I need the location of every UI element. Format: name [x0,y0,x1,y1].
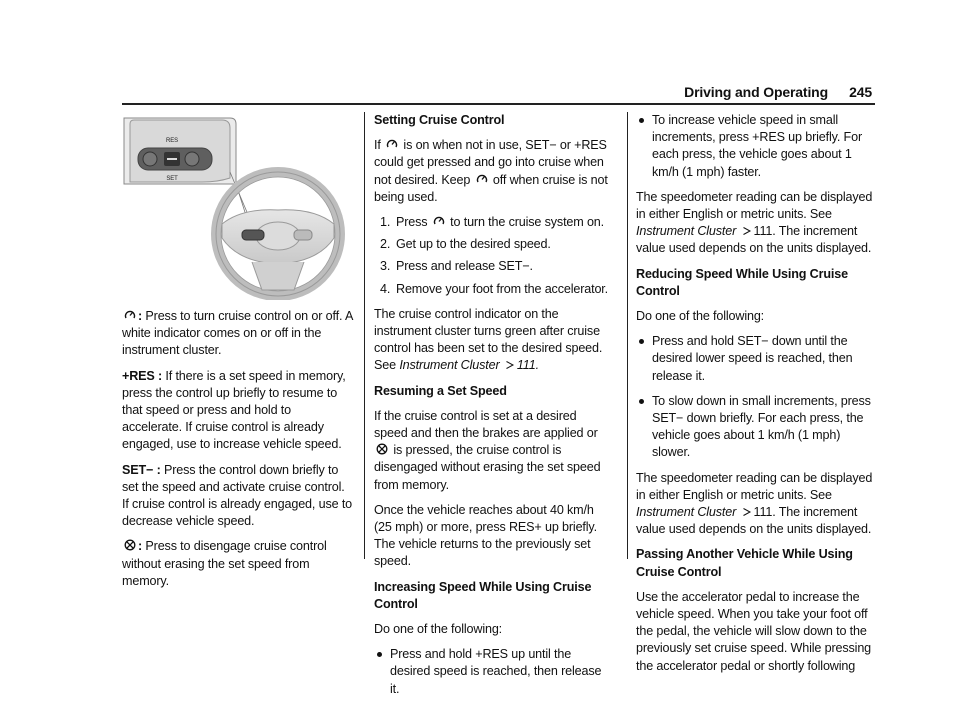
heading-passing: Passing Another Vehicle While Using Cruise Control [636,547,853,579]
header-rule [122,103,875,105]
column-divider [364,112,365,559]
step-4: 4. Remove your foot from the accelerator. [380,281,608,296]
units-note-2: The speedometer reading can be displayed in either English or metric units. See Instrument Cluster 111. The increment value used depends on the units displayed. [636,470,873,537]
section-title: Driving and Operating [684,84,828,100]
instrument-cluster-link[interactable]: Instrument Cluster [399,358,500,373]
heading-increasing: Increasing Speed While Using Cruise Control [374,579,592,611]
reducing-intro: Do one of the following: [636,309,765,324]
heading-resuming: Resuming a Set Speed [374,383,507,398]
indicator-note: The cruise control indicator on the instrument cluster turns green after cruise control has been set to the desired speed. See Instrument Cluster 111. [374,306,603,373]
cruise-control-icon [386,138,398,150]
cruise-control-icon [433,215,445,227]
units-note-1: The speedometer reading can be displayed in either English or metric units. See Instrument Cluster 111. The increment value used depends on the units displayed. [636,189,873,256]
cancel-cruise-icon [124,539,136,551]
column-3 [636,112,874,683]
passing-text: Use the accelerator pedal to increase the vehicle speed. When you take your foot off the pedal, the vehicle will slow down to the previously set cruise speed. While pressing the accelerator pedal or shortly following [636,589,872,673]
set-description: SET− : Press the control down briefly to set the speed and activate cruise control. If cruise control is already engaged, use to decrease vehicle speed. [122,462,353,529]
page-header [580,82,872,104]
instrument-cluster-link[interactable]: Instrument Cluster [636,224,737,239]
res-description: +RES : If there is a set speed in memory, press the control up briefly to resume to that speed or press and hold to accelerate. If cruise control is already engaged, use to increase vehicle speed. [122,368,346,452]
res-label: RES [166,138,178,144]
step-2: 2. Get up to the desired speed. [380,237,551,252]
list-item: Press and hold SET− down until the desired lower speed is reached, then release it. [636,333,874,385]
setting-warning: If is on when not in use, SET− or +RES could get pressed and go into cruise when not desired. Keep off when cruise is not being used. [374,138,608,204]
resuming-text: If the cruise control is set at a desired speed and then the brakes are applied or is pressed, the cruise control is disengaged without erasing the set speed from memory. [374,408,601,492]
page-reference-icon [742,505,752,515]
step-3: 3. Press and release SET−. [380,259,533,274]
page-number: 245 [849,84,872,100]
instrument-cluster-link[interactable]: Instrument Cluster [636,505,737,520]
resume-speed-text: Once the vehicle reaches about 40 km/h (25 mph) or more, press RES+ up briefly. The vehicle returns to the previously set speed. [374,502,597,569]
set-label: SET [166,176,178,182]
cruise-control-icon [124,309,136,321]
cruise-control-icon [476,173,488,185]
onoff-description: : Press to turn cruise control on or off. A white indicator comes on or off in the instrument cluster. [122,309,353,358]
list-item: Press and hold +RES up until the desired speed is reached, then release it. [374,646,612,698]
increasing-intro: Do one of the following: [374,622,503,637]
page-reference-icon [742,224,752,234]
heading-reducing: Reducing Speed While Using Cruise Control [636,266,848,298]
step-1: 1. Press to turn the cruise system on. [380,215,605,230]
column-2 [374,112,612,706]
column-divider [627,112,628,559]
cancel-cruise-icon [376,443,388,455]
heading-setting: Setting Cruise Control [374,113,505,127]
cancel-description: : Press to disengage cruise control without erasing the set speed from memory. [122,539,327,588]
list-item: To slow down in small increments, press SET− down briefly. For each press, the vehicle goes about 1 km/h (1 mph) slower. [636,393,874,462]
steering-wheel-figure [122,112,354,300]
steering-wheel-illustration [122,112,354,300]
page-reference-icon [505,358,515,368]
list-item: To increase vehicle speed in small increments, press +RES up briefly. For each press, the vehicle goes about 1 km/h (1 mph) faster. [636,112,874,181]
column-1 [122,112,354,598]
